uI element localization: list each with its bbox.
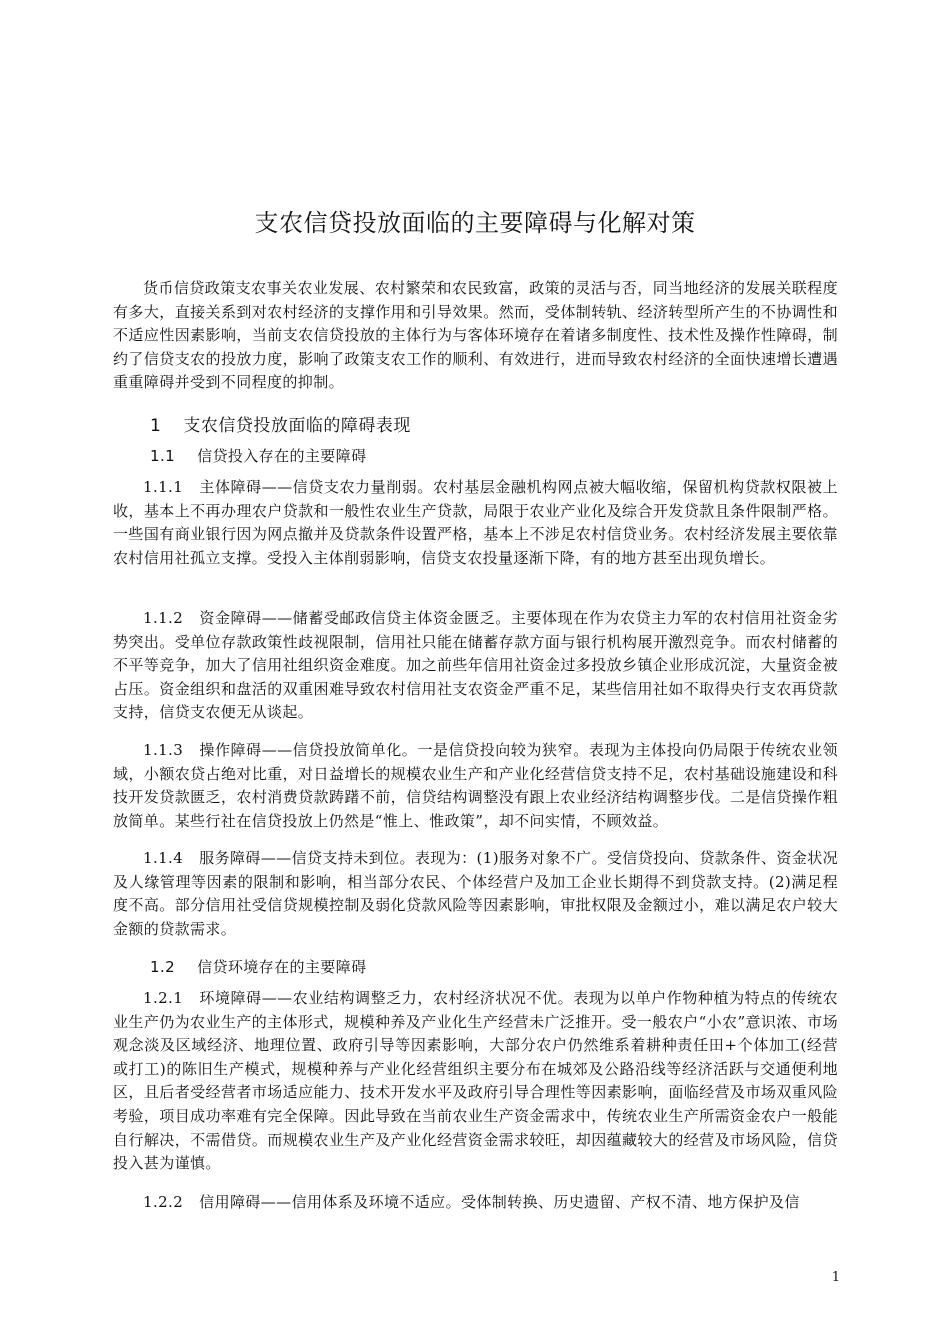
- paragraph-1-1-1-number: 1.1.1: [143, 478, 184, 496]
- paragraph-1-1-4: [113, 847, 838, 941]
- paragraph-1-1-2-number: 1.1.2: [143, 609, 184, 627]
- paragraph-1-1-3-text: 操作障碍——信贷投放简单化。一是信贷投向较为狭窄。表现为主体投向仍局限于传统农业领域，小额农贷占绝对比重，对日益增长的规模农业生产和产业化经营信贷支持不足，农村基础设施建设和科技开发贷款匮乏，农村消费贷款踌躇不前，信贷结构调整没有跟上农业经济结构调整步伐。二是信贷操作粗放简单。某些行社在信贷投放上仍然是“惟上、惟政策”，却不问实情，不顾效益。: [113, 741, 838, 830]
- section-1-heading: [150, 411, 411, 436]
- section-1-2-heading: [150, 956, 366, 977]
- section-1-2-number: 1.2: [150, 958, 176, 976]
- section-1-number: 1: [150, 416, 162, 436]
- paragraph-1-2-1-text: 环境障碍——农业结构调整乏力，农村经济状况不优。表现为以单户作物种植为特点的传统农业生产仍为农业生产的主体形式，规模种养及产业化生产经营未广泛推开。受一般农户“小农”意识浓、市场观念淡及区域经济、地理位置、政府引导等因素影响，大部分农户仍然维系着耕种责任田+个体加工(经营或打工)的陈旧生产模式，规模种养与产业化经营组织主要分布在城郊及公路沿线等经济活跃与交通便利地区，且后者受经营者市场适应能力、技术开发水平及政府引导合理性等因素影响，面临经营及市场双重风险考验，项目成功率难有完全保障。因此导致在当前农业生产资金需求中，传统农业生产所需资金农户一般能自行解决，不需借贷。而规模农业生产及产业化经营资金需求较旺，却因蕴藏较大的经营及市场风险，信贷投入甚为谨慎。: [113, 989, 838, 1173]
- section-1-1-heading: [150, 445, 366, 466]
- paragraph-1-1-4-text: 服务障碍——信贷支持未到位。表现为：(1)服务对象不广。受信贷投向、贷款条件、资金状况及人缘管理等因素的限制和影响，相当部分农民、个体经营户及加工企业长期得不到贷款支持。(2)满足程度不高。部分信用社受信贷规模控制及弱化贷款风险等因素影响，审批权限及金额过小，难以满足农户较大金额的贷款需求。: [113, 849, 838, 938]
- paragraph-1-2-2: [113, 1191, 838, 1215]
- paragraph-1-1-2-text: 资金障碍——储蓄受邮政信贷主体资金匮乏。主要体现在作为农贷主力军的农村信用社资金劣势突出。受单位存款政策性歧视限制，信用社只能在储蓄存款方面与银行机构展开激烈竞争。而农村储蓄的不平等竞争，加大了信用社组织资金难度。加之前些年信用社资金过多投放乡镇企业形成沉淀，大量资金被占压。资金组织和盘活的双重困难导致农村信用社支农资金严重不足，某些信用社如不取得央行支农再贷款支持，信贷支农便无从谈起。: [113, 609, 838, 722]
- document-title: 支农信贷投放面临的主要障碍与化解对策: [254, 209, 696, 237]
- section-1-1-number: 1.1: [150, 447, 176, 465]
- paragraph-1-2-2-number: 1.2.2: [143, 1193, 184, 1211]
- paragraph-1-1-3: [113, 739, 838, 833]
- section-1-1-title: 信贷投入存在的主要障碍: [197, 447, 367, 465]
- paragraph-1-2-1: [113, 987, 838, 1176]
- paragraph-1-1-1-text: 主体障碍——信贷支农力量削弱。农村基层金融机构网点被大幅收缩，保留机构贷款权限被上收，基本上不再办理农户贷款和一般性农业生产贷款，局限于农业产业化及综合开发贷款且条件限制严格。一些国有商业银行因为网点撤并及贷款条件设置严格，基本上不涉足农村信贷业务。农村经济发展主要依靠农村信用社孤立支撑。受投入主体削弱影响，信贷支农投量逐渐下降，有的地方甚至出现负增长。: [113, 478, 838, 567]
- section-1-2-title: 信贷环境存在的主要障碍: [197, 958, 367, 976]
- paragraph-1-2-2-text: 信用障碍——信用体系及环境不适应。受体制转换、历史遗留、产权不清、地方保护及信: [199, 1193, 800, 1211]
- paragraph-1-1-4-number: 1.1.4: [143, 849, 184, 867]
- intro-paragraph: 货币信贷政策支农事关农业发展、农村繁荣和农民致富，政策的灵活与否，同当地经济的发展关联程度有多大，直接关系到对农村经济的支撑作用和引导效果。然而，受体制转轨、经济转型所产生的不协调性和不适应性因素影响，当前支农信贷投放的主体行为与客体环境存在着诸多制度性、技术性及操作性障碍，制约了信贷支农的投放力度，影响了政策支农工作的顺利、有效进行，进而导致农村经济的全面快速增长遭遇重重障碍并受到不同程度的抑制。: [113, 279, 838, 392]
- paragraph-1-1-3-number: 1.1.3: [143, 741, 184, 759]
- section-1-title: 支农信贷投放面临的障碍表现: [183, 416, 411, 436]
- paragraph-1-1-1: [113, 476, 838, 570]
- paragraph-1-2-1-number: 1.2.1: [143, 989, 184, 1007]
- paragraph-1-1-2: [113, 607, 838, 725]
- page-number: 1: [831, 1270, 840, 1285]
